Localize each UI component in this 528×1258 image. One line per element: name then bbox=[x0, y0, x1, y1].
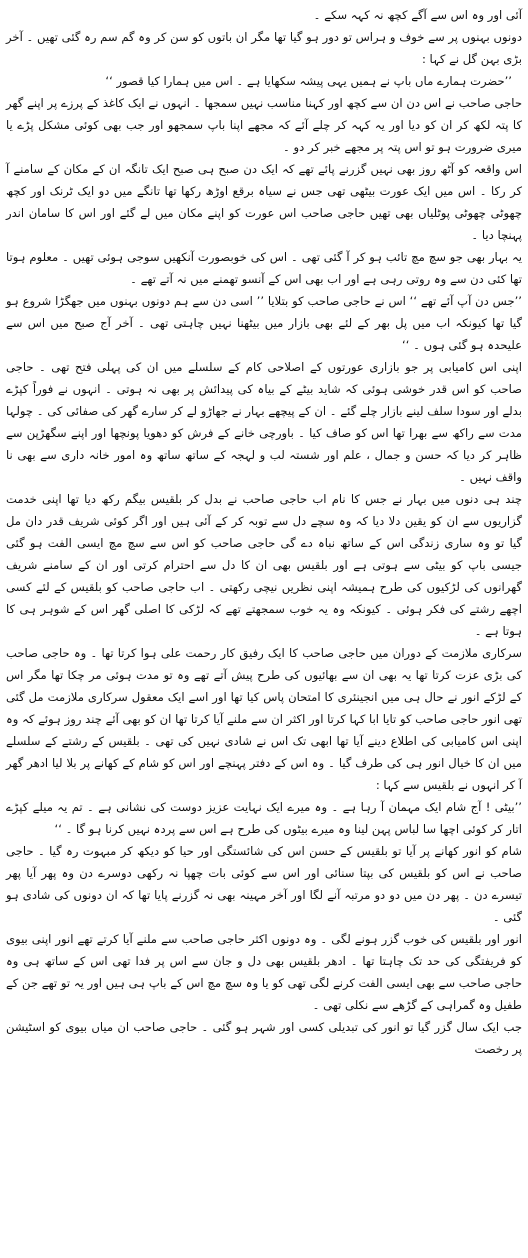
paragraph-5: یہ بہار بھی جو سچ مچ تائب ہو کر آ گئی تھی ۔ اس کی خوبصورت آنکھیں سوجی ہوئی تھیں ۔ معلوم ہوتا تھا کئی دن سے وہ روتی رہی ہے اور اب بھی اس کے آنسو تھمنے میں نہ آتے تھے ۔ bbox=[6, 250, 522, 286]
quote-1: ’’حضرت ہمارے ماں باپ نے ہمیں یہی پیشہ سکھایا ہے ۔ اس میں ہمارا کیا قصور ‘‘ bbox=[105, 74, 512, 88]
paragraph-1: آئی اور وہ اس سے آگے کچھ نہ کہہ سکے ۔ bbox=[313, 8, 522, 22]
quote-2: ’’بیٹی ! آج شام ایک مہمان آ رہا ہے ۔ وہ میرے ایک نہایت عزیز دوست کی نشانی ہے ۔ تم یہ میلے کپڑے اتار کر کوئی اچھا سا لباس پہن لینا وہ میرے بیٹوں کی طرح ہے اس سے پردہ نہیں کرنا ہو گا ۔ ‘‘ bbox=[6, 800, 522, 836]
paragraph-3: حاجی صاحب نے اس دن ان سے کچھ اور کہنا مناسب نہیں سمجھا ۔ انہوں نے ایک کاغذ کے پرزے پر اپنے گھر کا پتہ لکھ کر ان کو دیا اور یہ کہہ کر چلے آئے کہ مجھے اپنا باپ سمجھو اور جب بھی کوئی مشکل پڑے یا میری ضرورت ہو تو اس پتہ پر مجھے خبر کر دو ۔ bbox=[6, 96, 522, 154]
paragraph-10: شام کو انور کھانے پر آیا تو بلقیس کے حسن اس کی شائستگی اور حیا کو دیکھ کر مبہوت رہ گیا ۔ حاجی صاحب نے اس کو بلقیس کی بپتا سنائی اور اس سے کوئی بات چھپا نہ رکھی دوسرے دن وہ پھر آیا پھر تیسرے دن ۔ پھر دن میں دو دو مرتبہ آنے لگا اور آخر مہینہ بھی نہ گزرنے پایا تھا کہ ان دونوں کی شادی ہو گئی ۔ bbox=[6, 844, 522, 924]
paragraph-9: سرکاری ملازمت کے دوران میں حاجی صاحب کا ایک رفیق کار رحمت علی ہوا کرتا تھا ۔ وہ حاجی صاحب کی بڑی عزت کرتا تھا یہ بھی ان سے بھائیوں کی طرح پیش آتے تھے وہ تو مدت ہوئی مر چکا تھا مگر اس کے لڑکے انور نے حال ہی میں انجینئری کا امتحان پاس کیا تھا اور اسے ایک معقول سرکاری ملازمت مل گئی تھی انور حاجی صاحب کو تایا ابا کہا کرتا اور اکثر ان سے ملنے آیا کرتا تھا ان کو بھی آئے چند روز ہوئے کہ وہ اپنی اس کامیابی کی اطلاع دینے آیا تھا ابھی تک اس نے شادی نہیں کی تھی ۔ بلقیس کے رشتے کے سلسلے میں ان کا خیال انور ہی کی طرف گیا ۔ وہ اس کے دفتر پہنچے اور اس کو شام کے کھانے پر بلا لیا ادھر گھر آ کر انہوں نے بلقیس سے کہا : bbox=[6, 646, 522, 792]
paragraph-7: اپنی اس کامیابی پر جو بازاری عورتوں کے اصلاحی کام کے سلسلے میں ان کی پہلی فتح تھی ۔ حاجی صاحب کو اس قدر خوشی ہوئی کہ شاید بیٹے کے بیاہ کی پیدائش پر بھی نہ ہوتی ۔ انہوں نے فوراً کپڑے بدلے اور سودا سلف لینے بازار چلے گئے ۔ ان کے پیچھے بہار نے جھاڑو لے کر سارے گھر کی صفائی کی ۔ چولہا مدت سے راکھ سے بھرا تھا اس کو صاف کیا ۔ باورچی خانے کے فرش کو دھویا پونچھا اور اپنے سگھڑپن سے ظاہر کر دیا کہ حسن و جمال ، علم اور شستہ لب و لہجہ کے ساتھ ساتھ وہ امور خانہ داری سے بھی نا واقف نہیں ۔ bbox=[6, 360, 522, 484]
paragraph-2: دونوں بہنوں پر سے خوف و ہراس تو دور ہو گیا تھا مگر ان باتوں کو سن کر وہ گم سم رہ گئی تھیں ۔ آخر بڑی بہن گل نے کہا : bbox=[6, 30, 522, 66]
paragraph-4: اس واقعہ کو آٹھ روز بھی نہیں گزرنے پائے تھے کہ ایک دن صبح ہی صبح ایک تانگہ ان کے مکان کے سامنے آ کر رکا ۔ اس میں ایک عورت بیٹھی تھی جس نے سیاہ برقع اوڑھ رکھا تھا تانگے میں دو ایک ٹرنک اور کچھ چھوٹی چھوٹی پوٹلیاں بھی تھیں حاجی صاحب اس عورت کو اپنے مکان میں لے گئے اور اس کا سامان اندر پہنچا دیا ۔ bbox=[6, 162, 522, 242]
paragraph-8: چند ہی دنوں میں بہار نے جس کا نام اب حاجی صاحب نے بدل کر بلقیس بیگم رکھ دیا تھا اپنی خدمت گزاریوں سے ان کو یقین دلا دیا کہ وہ سچے دل سے توبہ کر کے آئی ہیں اور اگر کوئی شریف قدر دان مل گیا تو وہ ساری زندگی اس کے ساتھ نباہ دے گی حاجی صاحب کو اس سے سچ مچ ایسی الفت ہو گئی جیسی باپ کو بیٹی سے ہوتی ہے اور بلقیس بھی ان کا دل سے احترام کرتی اور ان کے سامنے شریف گھرانوں کی لڑکیوں کی طرح ہمیشہ اپنی نظریں نیچی رکھتی ۔ اب حاجی صاحب کو بلقیس کے لئے کسی اچھے رشتے کی فکر ہوئی ۔ کیونکہ وہ یہ خوب سمجھتے تھے کہ لڑکی کا اصلی گھر اس کے شوہر ہی کا ہوتا ہے ۔ bbox=[6, 492, 522, 638]
paragraph-6: ’’جس دن آپ آئے تھے ‘‘ اس نے حاجی صاحب کو بتلایا ’’ اسی دن سے ہم دونوں بہنوں میں جھگڑا شروع ہو گیا تھا کیونکہ اب میں پل بھر کے لئے بھی بازار میں بیٹھنا نہیں چاہتی تھی ۔ آخر آج صبح میں اس سے علیحدہ ہو گئی ہوں ۔ ‘‘ bbox=[6, 294, 522, 352]
paragraph-12: جب ایک سال گزر گیا تو انور کی تبدیلی کسی اور شہر ہو گئی ۔ حاجی صاحب ان میاں بیوی کو اسٹیشن پر رخصت bbox=[6, 1020, 522, 1056]
paragraph-11: انور اور بلقیس کی خوب گزر ہونے لگی ۔ وہ دونوں اکثر حاجی صاحب سے ملنے آیا کرتے تھے انور اپنی بیوی کو فریفتگی کی حد تک چاہتا تھا ۔ ادھر بلقیس بھی دل و جان سے اس پر فدا تھی اس کے ساتھ ہی وہ حاجی صاحب سے بھی ایسی الفت کرنے لگی تھی کو یا وہ سچ مچ اس کے باپ ہی ہیں اور یہ تو تھے جن کے طفیل وہ گمراہی کے گڑھے سے نکلی تھی ۔ bbox=[6, 932, 522, 1012]
